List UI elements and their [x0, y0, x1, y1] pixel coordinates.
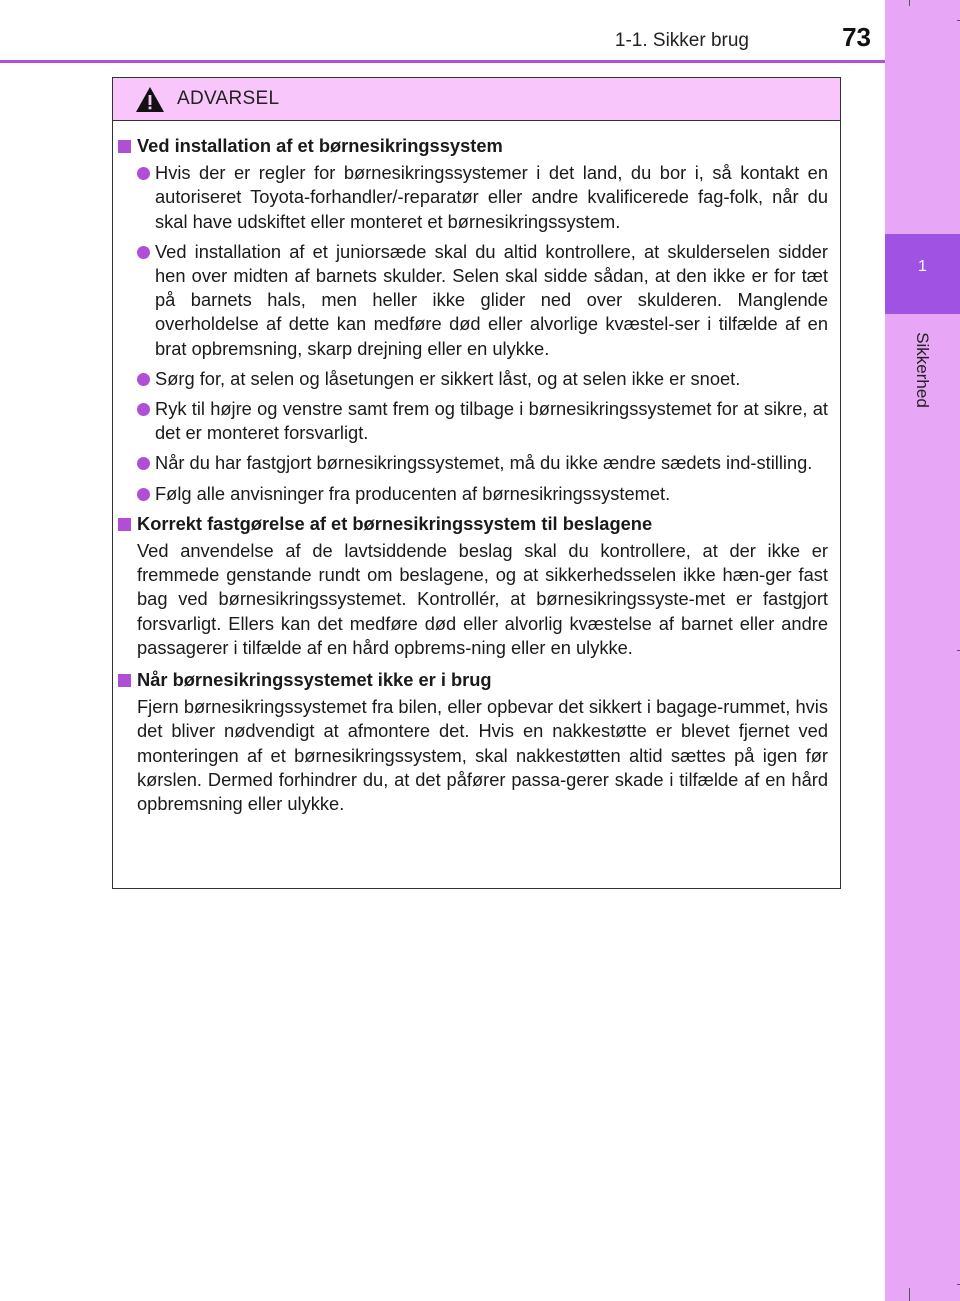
section-heading — [118, 134, 828, 158]
warning-triangle-icon — [135, 86, 165, 113]
section-heading-text: Korrekt fastgørelse af et børnesikringssystem til beslagene — [137, 512, 653, 534]
round-bullet-icon — [137, 403, 150, 416]
section-paragraph: Fjern børnesikringssystemet fra bilen, eller opbevar det sikkert i bagage-rummet, hvis det bliver nødvendigt at afmontere det. Hvis en nakkestøtte er blevet fjernet ved monteringen af et børnesikringssystem, skal nakkestøtten altid sættes på igen før kørslen. Dermed forhindrer du, at det påfører passa-gerer skade i tilfælde af en hård opbremsning eller ulykke. — [137, 696, 828, 815]
list-item-text: Når du har fastgjort børnesikringssystemet, må du ikke ændre sædets ind-stilling. — [155, 452, 813, 474]
section-heading-text: Ved installation af et børnesikringssystem — [137, 135, 503, 156]
section-heading — [118, 668, 828, 692]
square-bullet-icon — [118, 140, 131, 153]
warning-title: ADVARSEL — [177, 88, 280, 109]
list-item-text: Ryk til højre og venstre samt frem og tilbage i børnesikringssystemet for at sikre, at det er monteret forsvarligt. — [155, 398, 828, 444]
round-bullet-icon — [137, 373, 150, 386]
round-bullet-icon — [137, 457, 150, 470]
list-item-text: Ved installation af et juniorsæde skal du altid kontrollere, at skulderselen sidder hen over midten af barnets skulder. Selen skal sidde sådan, at den ikke er for tæt på barnets hals, men heller ikke glider ned over skulderen. Manglende overholdelse af dette kan medføre død eller alvorlige kvæstel-ser i tilfælde af en brat opbremsning, skarp drejning eller en ulykke. — [155, 240, 828, 359]
square-bullet-icon — [118, 674, 131, 687]
round-bullet-icon — [137, 167, 150, 180]
crop-mark — [909, 1288, 910, 1301]
list-item — [118, 397, 828, 445]
side-tab-chapter-number: 1 — [885, 234, 960, 314]
side-tab-chapter-label: Sikkerhed — [913, 332, 932, 408]
round-bullet-icon — [137, 246, 150, 259]
section-heading — [118, 512, 828, 536]
list-item — [118, 451, 828, 475]
warning-box — [112, 77, 841, 889]
section-paragraph: Ved anvendelse af de lavtsiddende beslag skal du kontrollere, at der ikke er fremmede genstande rundt om beslagene, og at sikkerhedsselen ikke hæn-ger fast bag ved børnesikringssystemet. Kontrollér, at børnesikringssyste-met er fastgjort forsvarligt. Ellers kan det medføre død eller alvorlig kvæstelse af barnet eller andre passagerer i tilfælde af en hård opbrems-ning eller en ulykke. — [137, 540, 828, 658]
page-number: 73 — [842, 22, 871, 52]
round-bullet-icon — [137, 488, 150, 501]
list-item-text: Sørg for, at selen og låsetungen er sikkert låst, og at selen ikke er snoet. — [155, 367, 741, 389]
header-rule — [0, 60, 885, 63]
list-item — [118, 482, 828, 506]
page-header — [0, 0, 885, 62]
warning-content — [118, 134, 828, 824]
section-heading-text: Når børnesikringssystemet ikke er i brug — [137, 669, 492, 691]
list-item-text: Følg alle anvisninger fra producenten af børnesikringssystemet. — [155, 482, 671, 504]
section-title: 1-1. Sikker brug — [614, 30, 749, 51]
crop-mark — [909, 0, 910, 6]
list-item — [118, 367, 828, 391]
list-item-text: Hvis der er regler for børnesikringssystemer i det land, du bor i, så kontakt en autoriseret Toyota-forhandler/-reparatør eller andre kvalificerede fag-folk, når du skal have udskiftet eller monteret et børnesikringssystem. — [155, 162, 828, 232]
list-item — [118, 161, 828, 234]
warning-header — [113, 78, 840, 121]
list-item — [118, 240, 828, 361]
side-tab-strip — [885, 0, 960, 1301]
square-bullet-icon — [118, 518, 131, 531]
